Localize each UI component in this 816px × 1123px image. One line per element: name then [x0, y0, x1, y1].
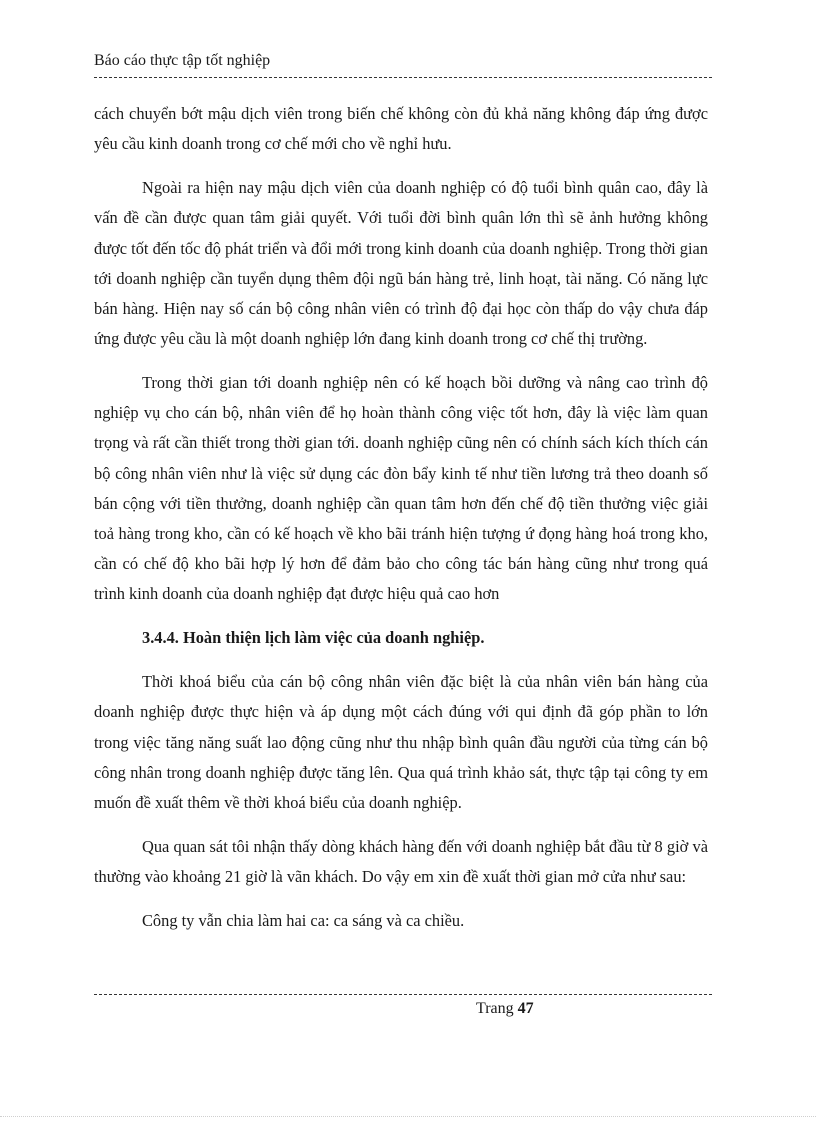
- paragraph-continuation: cách chuyển bớt mậu dịch viên trong biến chế không còn đủ khả năng không đáp ứng được yêu cầu kinh doanh trong cơ chế mới cho về nghỉ hưu.: [94, 104, 708, 154]
- page-number: 47: [517, 1000, 534, 1017]
- page-number-footer: [476, 998, 534, 1020]
- paragraph-shifts: Công ty vẫn chia làm hai ca: ca sáng và ca chiều.: [142, 911, 465, 930]
- paragraph-timetable: Thời khoá biểu của cán bộ công nhân viên đặc biệt là của nhân viên bán hàng của doanh nghiệp được thực hiện và áp dụng một cách đúng với qui định đã góp phần to lớn trong việc tăng năng suất lao động cũng như thu nhập bình quân đầu người của từng cán bộ công nhân trong doanh nghiệp được tăng lên. Qua quá trình khảo sát, thực tập tại công ty em muốn đề xuất thêm về thời khoá biểu của doanh nghiệp.: [94, 672, 708, 813]
- header-dashed-rule: [94, 77, 712, 78]
- footer-dashed-rule: [94, 994, 712, 995]
- page-bottom-dotted-border: [0, 1116, 816, 1117]
- document-header-title: Báo cáo thực tập tốt nghiệp: [94, 52, 271, 69]
- page-label: Trang: [476, 1000, 514, 1017]
- paragraph-training-plan: Trong thời gian tới doanh nghiệp nên có kế hoạch bồi dưỡng và nâng cao trình độ nghiệp vụ cho cán bộ, nhân viên để họ hoàn thành công việc tốt hơn, đây là việc làm quan trọng và rất cần thiết trong thời gian tới. doanh nghiệp cũng nên có chính sách kích thích cán bộ công nhân viên như là việc sử dụng các đòn bẩy kinh tế như tiền lương trả theo doanh số bán cộng với tiền thưởng, doanh nghiệp cần quan tâm hơn đến chế độ tiền thưởng việc giải toả hàng trong kho, cần có kế hoạch về kho bãi tránh hiện tượng ứ đọng hàng hoá trong kho, cần có chế độ kho bãi hợp lý hơn để đảm bảo cho công tác bán hàng cũng như trong quá trình kinh doanh của doanh nghiệp đạt được hiệu quả cao hơn: [94, 373, 708, 604]
- section-heading-3-4-4: 3.4.4. Hoàn thiện lịch làm việc của doanh nghiệp.: [142, 628, 485, 648]
- document-body: [94, 99, 708, 936]
- paragraph-staff-age: Ngoài ra hiện nay mậu dịch viên của doanh nghiệp có độ tuổi bình quân cao, đây là vấn đề cần được quan tâm giải quyết. Với tuổi đời bình quân lớn thì sẽ ảnh hưởng không được tốt đến tốc độ phát triển và đổi mới trong kinh doanh của doanh nghiệp. Trong thời gian tới doanh nghiệp cần tuyển dụng thêm đội ngũ bán hàng trẻ, linh hoạt, tài năng. Có năng lực bán hàng. Hiện nay số cán bộ công nhân viên có trình độ đại học còn thấp do vậy chưa đáp ứng được yêu cầu là một doanh nghiệp lớn đang kinh doanh trong cơ chế thị trường.: [94, 178, 708, 349]
- paragraph-customer-flow: Qua quan sát tôi nhận thấy dòng khách hàng đến với doanh nghiệp bắt đầu từ 8 giờ và thường vào khoảng 21 giờ là vãn khách. Do vậy em xin đề xuất thời gian mở cửa như sau:: [94, 836, 708, 887]
